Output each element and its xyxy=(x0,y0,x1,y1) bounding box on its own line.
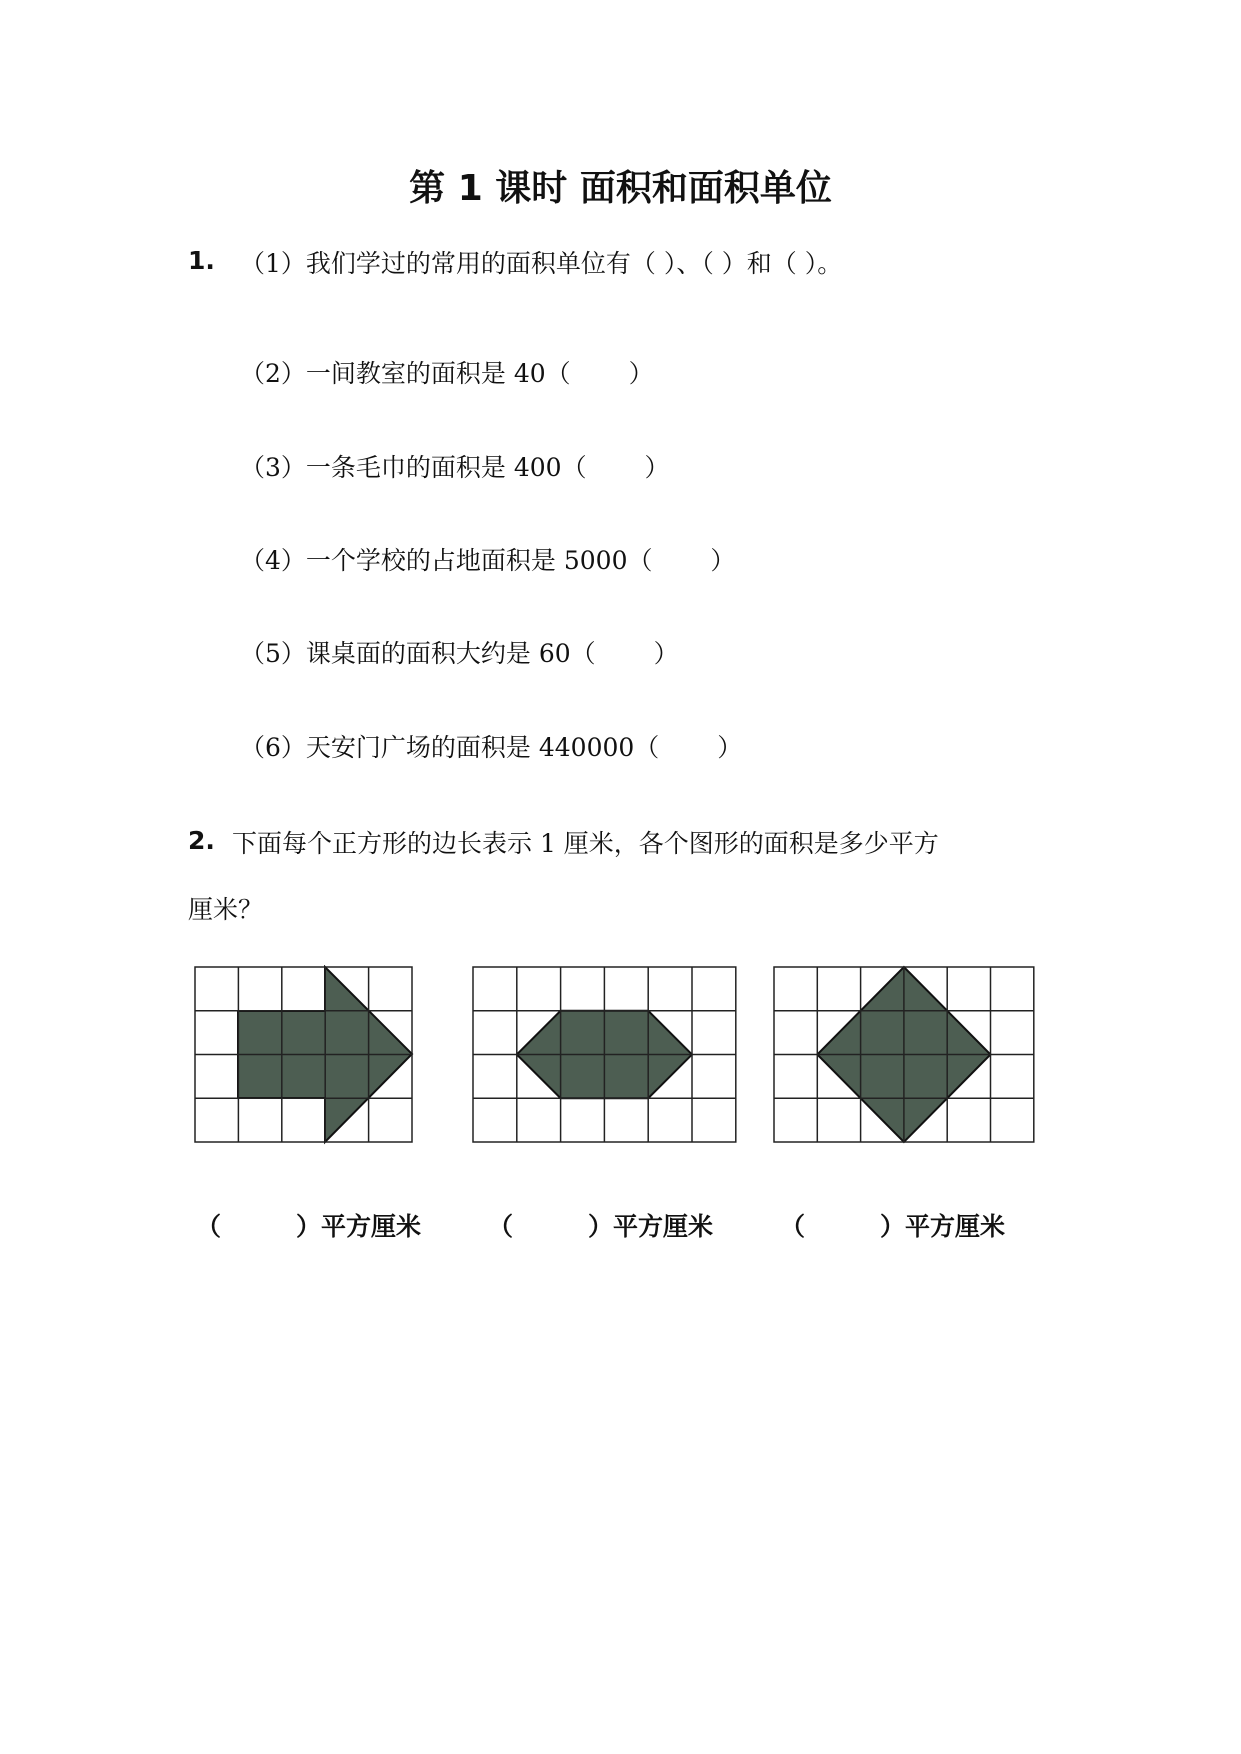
answer-blank-1[interactable]: （ ）平方厘米 xyxy=(196,1212,422,1241)
page-title: 第 1 课时 面积和面积单位 xyxy=(409,168,832,209)
q1-item-6: （6）天安门广场的面积是 440000（ ） xyxy=(240,733,743,762)
q1-item-1: （1）我们学过的常用的面积单位有（ ）、（ ）和（ ）。 xyxy=(240,249,843,278)
q2-text-line-1: 下面每个正方形的边长表示 1 厘米，各个图形的面积是多少平方 xyxy=(232,829,939,858)
question-2-number: 2. xyxy=(188,826,215,855)
figure-diamond xyxy=(772,965,1038,1147)
q1-item-5: （5）课桌面的面积大约是 60（ ） xyxy=(240,639,679,668)
answer-blank-3[interactable]: （ ）平方厘米 xyxy=(780,1212,1006,1241)
q1-item-4: （4）一个学校的占地面积是 5000（ ） xyxy=(240,546,736,575)
answer-blank-2[interactable]: （ ）平方厘米 xyxy=(488,1212,714,1241)
q1-item-2: （2）一间教室的面积是 40（ ） xyxy=(240,359,654,388)
q1-item-3: （3）一条毛巾的面积是 400（ ） xyxy=(240,453,670,482)
figure-arrow xyxy=(193,965,417,1147)
figure-hexagon xyxy=(471,965,741,1147)
q2-text-line-2: 厘米？ xyxy=(188,895,264,924)
question-1-number: 1. xyxy=(188,246,215,275)
